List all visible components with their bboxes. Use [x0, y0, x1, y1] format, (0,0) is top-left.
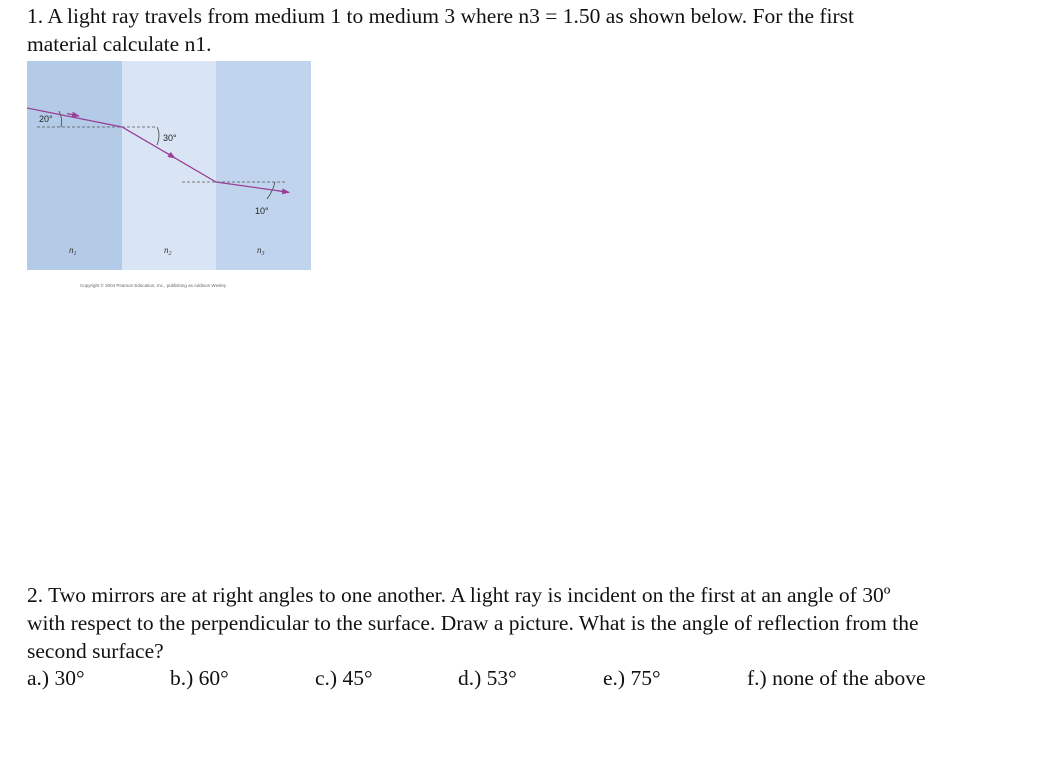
medium-1-region [27, 61, 122, 270]
refraction-diagram-svg [27, 61, 311, 270]
question-1-text [27, 2, 1017, 58]
medium-label-2: $n_2$ [164, 245, 172, 257]
answer-choices [27, 664, 1027, 692]
choice-d: d.) 53° [458, 666, 517, 690]
question-2-line-3: second surface? [27, 639, 164, 663]
medium-2-region [122, 61, 216, 270]
medium-label-1: $n_1$ [69, 245, 77, 257]
question-1-line-1: 1. A light ray travels from medium 1 to medium 3 where n3 = 1.50 as shown below. For the first [27, 4, 855, 28]
choice-c: c.) 45° [315, 666, 373, 690]
choice-b: b.) 60° [170, 666, 229, 690]
choice-e: e.) 75° [603, 666, 661, 690]
question-2-line-2: with respect to the perpendicular to the surface. Draw a picture. What is the angle of reflection from the [27, 611, 919, 635]
angle-label-1: 20° [39, 114, 53, 124]
figure-copyright: Copyright © 2004 Pearson Education, Inc., publishing as Addison Wesley [80, 283, 227, 288]
choice-a: a.) 30° [27, 666, 85, 690]
question-2-line-1: 2. Two mirrors are at right angles to one another. A light ray is incident on the first at an angle of 30º [27, 583, 891, 607]
medium-3-region [216, 61, 311, 270]
question-1-line-2: material calculate n1. [27, 32, 212, 56]
angle-label-2: 30° [163, 133, 177, 143]
choice-f: f.) none of the above [747, 666, 926, 690]
question-2-text [27, 581, 1037, 665]
medium-label-3: $n_3$ [257, 245, 265, 257]
refraction-diagram [27, 61, 311, 270]
angle-label-3: 10° [255, 206, 269, 216]
